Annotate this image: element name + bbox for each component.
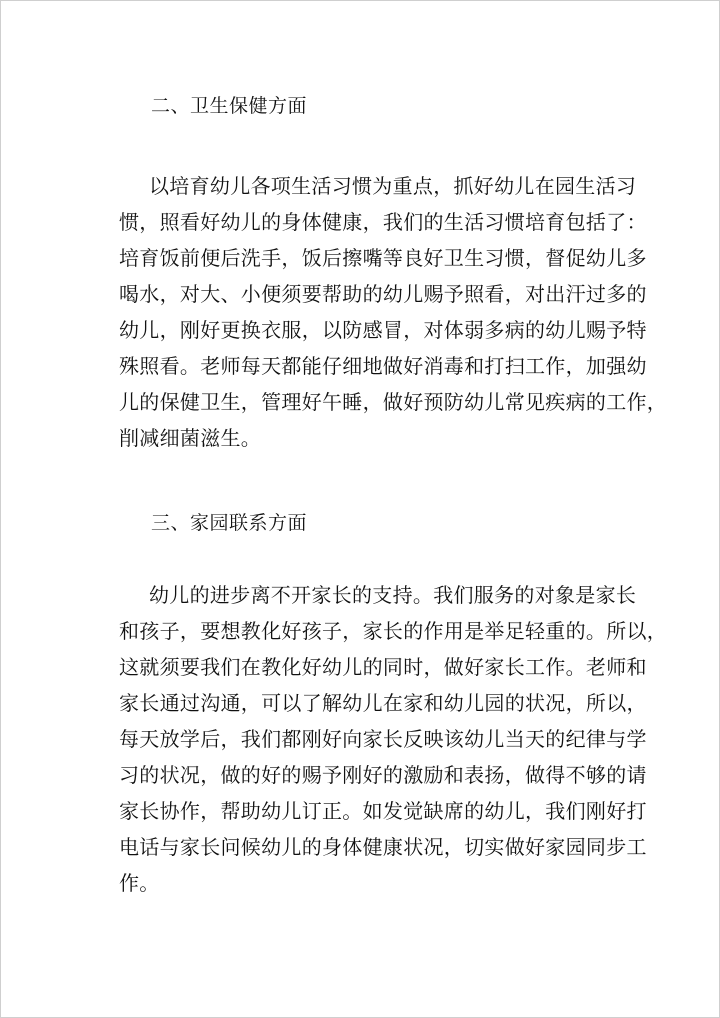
section-heading-hygiene: 二、卫生保健方面 bbox=[151, 95, 308, 117]
paragraph-line: 每天放学后，我们都刚好向家长反映该幼儿当天的纪律与学 bbox=[119, 727, 647, 751]
paragraph-line: 家长通过沟通，可以了解幼儿在家和幼儿园的状况，所以， bbox=[119, 691, 647, 715]
paragraph-line: 削减细菌滋生。 bbox=[119, 426, 262, 450]
section-heading-home-school: 三、家园联系方面 bbox=[151, 512, 308, 534]
paragraph-line: 殊照看。老师每天都能仔细地做好消毒和打扫工作，加强幼 bbox=[119, 354, 647, 378]
paragraph-hygiene bbox=[119, 168, 668, 456]
paragraph-line: 作。 bbox=[119, 871, 160, 895]
paragraph-line: 以培育幼儿各项生活习惯为重点，抓好幼儿在园生活习 bbox=[149, 174, 637, 198]
paragraph-line: 幼儿，刚好更换衣服，以防感冒，对体弱多病的幼儿赐予特 bbox=[119, 318, 647, 342]
paragraph-line: 喝水，对大、小便须要帮助的幼儿赐予照看，对出汗过多的 bbox=[119, 282, 647, 306]
paragraph-home-school bbox=[119, 577, 668, 901]
paragraph-line: 儿的保健卫生，管理好午睡，做好预防幼儿常见疾病的工作， bbox=[119, 390, 668, 414]
paragraph-line: 幼儿的进步离不开家长的支持。我们服务的对象是家长 bbox=[149, 583, 637, 607]
paragraph-line: 培育饭前便后洗手，饭后擦嘴等良好卫生习惯，督促幼儿多 bbox=[119, 246, 647, 270]
paragraph-line: 习的状况，做的好的赐予刚好的激励和表扬，做得不够的请 bbox=[119, 763, 647, 787]
paragraph-line: 和孩子，要想教化好孩子，家长的作用是举足轻重的。所以， bbox=[119, 619, 668, 643]
paragraph-line: 这就须要我们在教化好幼儿的同时，做好家长工作。老师和 bbox=[119, 655, 647, 679]
paragraph-line: 电话与家长问候幼儿的身体健康状况，切实做好家园同步工 bbox=[119, 835, 647, 859]
paragraph-line: 惯，照看好幼儿的身体健康，我们的生活习惯培育包括了： bbox=[119, 210, 647, 234]
paragraph-line: 家长协作，帮助幼儿订正。如发觉缺席的幼儿，我们刚好打 bbox=[119, 799, 647, 823]
